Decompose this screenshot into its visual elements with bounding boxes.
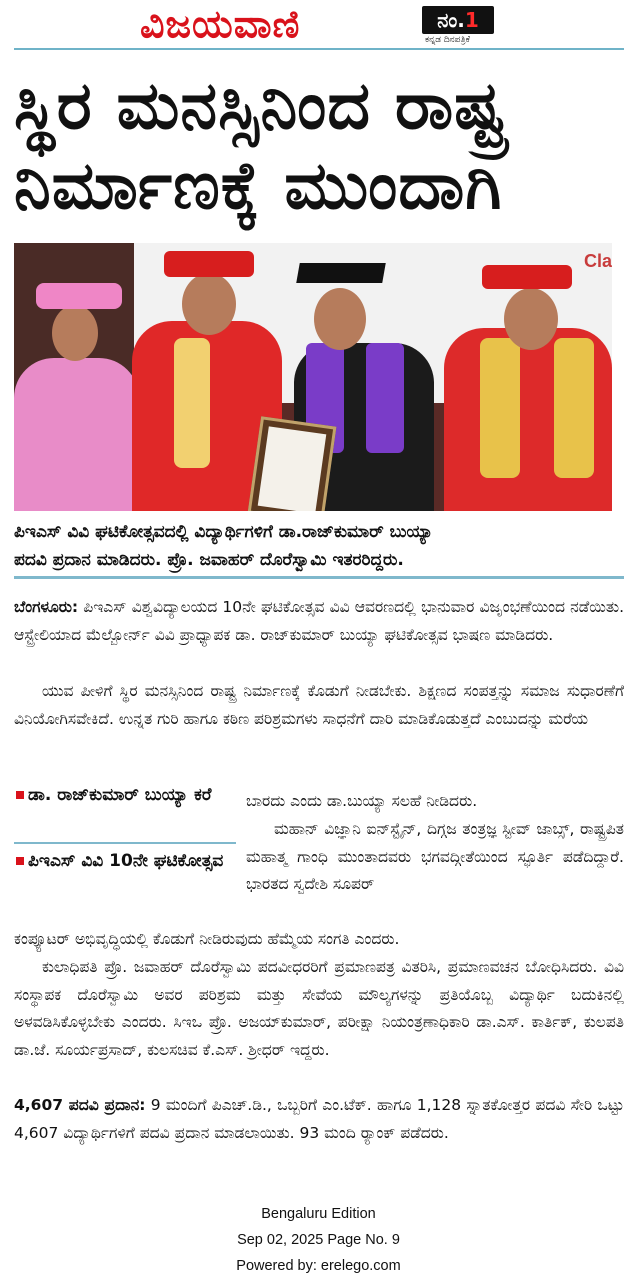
headline-line-1: ಸ್ಥಿರ ಮನಸ್ಸಿನಿಂದ ರಾಷ್ಟ್ರ xyxy=(14,67,507,144)
article-paragraph-2-end xyxy=(246,788,624,816)
masthead-logo: ವಿಜಯವಾಣಿ xyxy=(140,2,301,46)
article-paragraph-2 xyxy=(14,678,624,733)
masthead-tagline: ಕನ್ನಡ ದಿನಪತ್ರಿಕೆ xyxy=(425,35,471,45)
article-paragraph-4 xyxy=(14,954,624,1064)
footer-powered-by: Powered by: erelego.com xyxy=(236,1258,401,1274)
paragraph-3-cont: ಕಂಪ್ಯೂಟರ್ ಅಭಿವೃದ್ಧಿಯಲ್ಲಿ ಕೊಡುಗೆ ನೀಡಿರುವುದು ಹೆಮ್ಮೆಯ ಸಂಗತಿ ಎಂದರು. xyxy=(14,930,400,948)
caption-line-2: ಪದವಿ ಪ್ರದಾನ ಮಾಡಿದರು. ಪ್ರೊ. ಜವಾಹರ್ ದೊರೆಸ್ವಾಮಿ ಇತರರಿದ್ದರು. xyxy=(14,550,404,570)
footer-date-page: Sep 02, 2025 Page No. 9 xyxy=(237,1232,400,1248)
photo-caption xyxy=(14,518,624,574)
article-paragraph-5 xyxy=(14,1092,624,1147)
caption-line-1: ಪಿಇಎಸ್ ವಿವಿ ಘಟಿಕೋತ್ಸವದಲ್ಲಿ ವಿದ್ಯಾರ್ಥಿಗಳಿಗೆ ಡಾ.ರಾಜ್‌ಕುಮಾರ್ ಬುಯ್ಯಾ xyxy=(14,522,434,542)
pullquote-item xyxy=(14,782,236,809)
paragraph-2-cont: ಬಾರದು ಎಂದು ಡಾ.ಬುಯ್ಯಾ ಸಲಹೆ ನೀಡಿದರು. xyxy=(246,792,478,810)
bullet-square-icon xyxy=(16,857,24,865)
article-paragraph-3-end xyxy=(14,926,624,954)
dateline: ಬೆಂಗಳೂರು: xyxy=(14,598,79,616)
badge-prefix: ನಂ. xyxy=(437,8,465,32)
screen-text: Cla xyxy=(583,251,612,271)
number-one-badge xyxy=(422,6,494,34)
pullquote-2 xyxy=(14,848,236,875)
pullquote-text: ಪಿಇಎಸ್ ವಿವಿ 10ನೇ ಘಟಿಕೋತ್ಸವ xyxy=(28,851,224,871)
certificate-frame xyxy=(248,416,337,511)
paragraph-2-text: ಯುವ ಪೀಳಿಗೆ ಸ್ಥಿರ ಮನಸ್ಸಿನಿಂದ ರಾಷ್ಟ್ರ ನಿರ್ಮಾಣಕ್ಕೆ ಕೊಡುಗೆ ನೀಡಬೇಕು. ಶಿಕ್ಷಣದ ಸಂಪತ್ತನ್ನು ಸಮಾಜ ಸುಧಾರಣೆಗೆ ವಿನಿಯೋಗಿಸವೇಕಿದೆ. ಉನ್ನತ ಗುರಿ ಹಾಗೂ ಕಠಿಣ ಪರಿಶ್ರಮಗಳು ಸಾಧನೆಗೆ ದಾರಿ ಮಾಡಿಕೊಡುತ್ತದೆ ಎಂಬುದನ್ನು ಮರೆಯ xyxy=(14,682,624,728)
article-paragraph-3 xyxy=(246,816,624,899)
headline xyxy=(14,66,624,226)
badge-number: 1 xyxy=(464,8,479,32)
paragraph-4-text: ಕುಲಾಧಿಪತಿ ಪ್ರೊ. ಜವಾಹರ್ ದೊರೆಸ್ವಾಮಿ ಪದವೀಧರರಿಗೆ ಪ್ರಮಾಣಪತ್ರ ವಿತರಿಸಿ, ಪ್ರಮಾಣವಚನ ಬೋಧಿಸಿದರು. ವಿವಿ ಸಂಸ್ಥಾಪಕ ದೊರೆಸ್ವಾಮಿ ಅವರ ಪರಿಶ್ರಮ ಮತ್ತು ಸೇವೆಯ ಮೌಲ್ಯಗಳನ್ನು ಪ್ರತಿಯೊಬ್ಬ ವಿದ್ಯಾರ್ಥಿ ಬದುಕಿನಲ್ಲಿ ಅಳವಡಿಸಿಕೊಳ್ಳಬೇಕು ಎಂದರು. ಸಿಇಒ ಪ್ರೊ. ಅಜಯ್‌ಕುಮಾರ್, ಪರೀಕ್ಷಾ ನಿಯಂತ್ರಣಾಧಿಕಾರಿ ಡಾ.ಎಸ್. ಕಾರ್ತಿಕ್, ಕುಲಪತಿ ಡಾ.ಜೆ. ಸೂರ್ಯಪ್ರಸಾದ್, ಕುಲಸಚಿವ ಕೆ.ಎಸ್. ಶ್ರೀಧರ್ ಇದ್ದರು. xyxy=(14,958,624,1059)
paragraph-5-text: 9 ಮಂದಿಗೆ ಪಿಎಚ್.ಡಿ., ಒಬ್ಬರಿಗೆ ಎಂ.ಟೆಕ್. ಹಾಗೂ 1,128 ಸ್ನಾತಕೋತ್ತರ ಪದವಿ ಸೇರಿ ಒಟ್ಟು 4,607 ವಿದ್ಯಾರ್ಥಿಗಳಿಗೆ ಪದವಿ ಪ್ರದಾನ ಮಾಡಲಾಯಿತು. 93 ಮಂದಿ ರ್‍ಯಾಂಕ್ ಪಡೆದರು. xyxy=(14,1096,624,1142)
pullquote-item xyxy=(14,848,236,875)
footer-edition: Bengaluru Edition xyxy=(261,1206,376,1222)
headline-line-2: ನಿರ್ಮಾಣಕ್ಕೆ ಮುಂದಾಗಿ xyxy=(14,147,503,224)
paragraph-1-text: ಪಿಇಎಸ್ ವಿಶ್ವವಿದ್ಯಾಲಯದ 10ನೇ ಘಟಿಕೋತ್ಸವ ವಿವಿ ಆವರಣದಲ್ಲಿ ಭಾನುವಾರ ವಿಜೃಂಭಣೆಯಿಂದ ನಡೆಯಿತು. ಆಸ್ಟ್ರೇಲಿಯಾದ ಮೆಲ್ಬೋರ್ನ್ ವಿವಿ ಪ್ರಾಧ್ಯಾಪಕ ಡಾ. ರಾಜ್‌ಕುಮಾರ್ ಬುಯ್ಯಾ ಘಟಿಕೋತ್ಸವ ಭಾಷಣ ಮಾಡಿದರು. xyxy=(14,598,624,644)
masthead xyxy=(0,0,637,50)
pullquote-1 xyxy=(14,782,236,809)
bullet-square-icon xyxy=(16,791,24,799)
subhead-degrees: 4,607 ಪದವಿ ಪ್ರದಾನ: xyxy=(14,1096,146,1114)
masthead-divider xyxy=(14,48,624,50)
news-photo xyxy=(14,243,612,511)
article-paragraph-1 xyxy=(14,594,624,649)
paragraph-3-text: ಮಹಾನ್ ವಿಜ್ಞಾನಿ ಐನ್‌ಸ್ಟೈನ್, ದಿಗ್ಗಜ ತಂತ್ರಜ್ಞ ಸ್ಟೀವ್ ಜಾಬ್ಸ್, ರಾಷ್ಟ್ರಪಿತ ಮಹಾತ್ಮ ಗಾಂಧಿ ಮುಂತಾದವರು ಭಗವದ್ಗೀತೆಯಿಂದ ಸ್ಫೂರ್ತಿ ಪಡೆದಿದ್ದಾರೆ. ಭಾರತದ ಸ್ವದೇಶಿ ಸೂಪರ್ xyxy=(246,820,624,893)
caption-divider xyxy=(14,576,624,579)
certificate-paper xyxy=(258,426,327,511)
pullquote-text: ಡಾ. ರಾಜ್‌ಕುಮಾರ್ ಬುಯ್ಯಾ ಕರೆ xyxy=(28,785,212,805)
pullquote-divider xyxy=(14,842,236,844)
